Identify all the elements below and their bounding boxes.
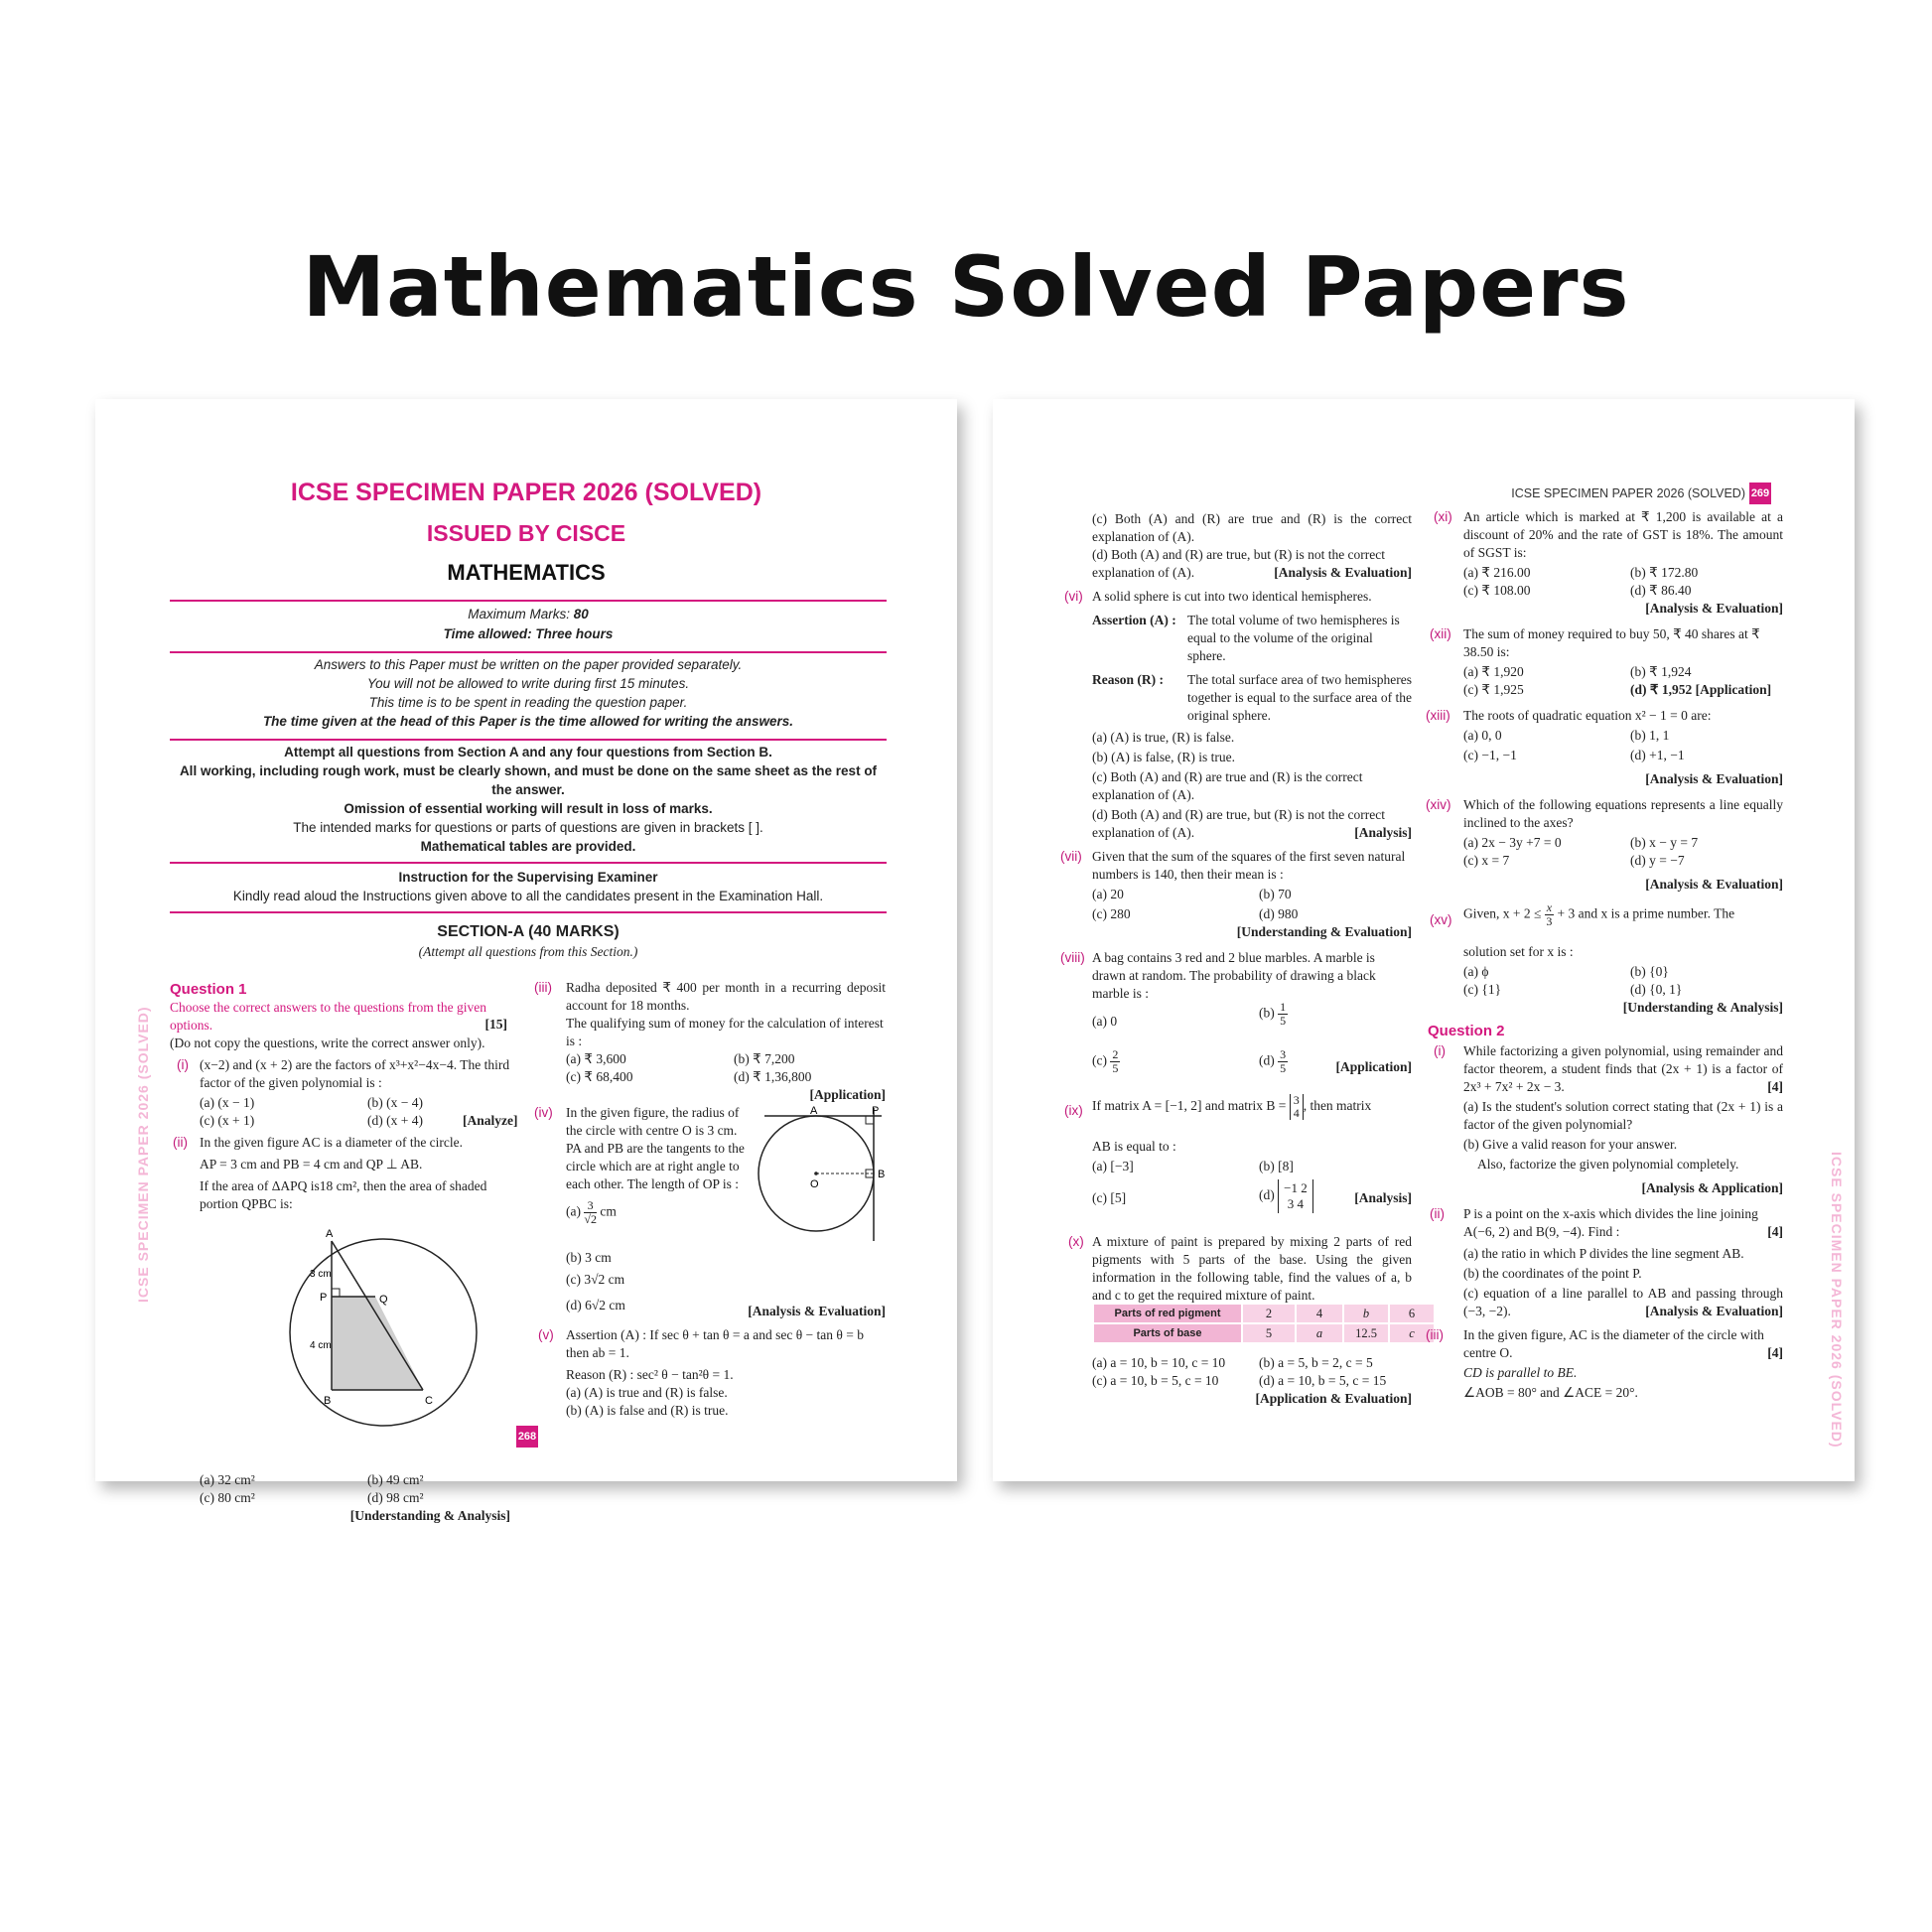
option: (a) (x − 1) <box>200 1095 255 1110</box>
question-tag: [Analysis & Evaluation] <box>1645 771 1783 786</box>
question-tag: [Analysis & Evaluation] <box>1274 565 1412 580</box>
label-ap: 3 cm <box>310 1269 332 1280</box>
question-number: (viii) <box>1060 950 1085 965</box>
option: (d) 980 <box>1259 906 1299 921</box>
question-xiv-text: Which of the following equations represents a line equally inclined to the axes? <box>1463 797 1783 830</box>
question-vi-reason: The total surface area of two hemispheres together is equal to the surface area of the original sphere. <box>1187 672 1412 723</box>
supervisor-block: Instruction for the Supervising Examiner Kindly read aloud the Instructions given above to all the candidates present in the Examination Hall. <box>232 870 824 903</box>
question-xiii-text: The roots of quadratic equation x² − 1 = 0 are: <box>1463 708 1712 723</box>
question-marks: [4] <box>1767 1079 1783 1094</box>
question-tag: [Analyze] <box>463 1113 518 1128</box>
question-number: (xiii) <box>1426 708 1450 723</box>
table-cell: a <box>1296 1323 1343 1343</box>
question-tag: [Understanding & Analysis] <box>349 1508 510 1523</box>
table-cell: b <box>1343 1304 1389 1323</box>
option: (b) a = 5, b = 2, c = 5 <box>1259 1355 1373 1370</box>
page-title: Mathematics Solved Papers <box>302 238 1630 336</box>
option: (b) {0} <box>1630 964 1669 979</box>
option: (d) ₹ 86.40 <box>1630 583 1692 598</box>
question-2ii-part-a: (a) the ratio in which P divides the line segment AB. <box>1463 1246 1744 1261</box>
option: (d) (x + 4) <box>367 1113 423 1128</box>
option: (c) x = 7 <box>1463 853 1510 868</box>
question-number: (ii) <box>1430 1206 1445 1221</box>
option: (a) 2x − 3y +7 = 0 <box>1463 835 1562 850</box>
subject-heading: MATHEMATICS <box>447 560 606 585</box>
option-a: (a) $\frac{3}{√2}$ cm <box>566 1198 617 1226</box>
circle-diagram-iv <box>755 1102 894 1241</box>
option: (c) ₹ 68,400 <box>566 1069 633 1084</box>
option: (b) 1, 1 <box>1630 728 1670 743</box>
option: (b) (x − 4) <box>367 1095 423 1110</box>
option: (a) ₹ 216.00 <box>1463 565 1531 580</box>
table-cell: 2 <box>1242 1304 1296 1323</box>
option: (d) ₹ 1,952 [Application] <box>1630 682 1772 697</box>
option: (b) [8] <box>1259 1159 1294 1173</box>
question-number: (xii) <box>1430 626 1451 641</box>
question-number: (iii) <box>1426 1327 1444 1342</box>
divider <box>170 911 887 913</box>
option: (b) 70 <box>1259 887 1292 901</box>
question-xii-text: The sum of money required to buy 50, ₹ 40 shares at ₹ 38.50 is: <box>1463 626 1760 659</box>
question-1-instruction: Choose the correct answers to the questions from the given options. <box>170 1000 487 1033</box>
question-tag: [Understanding & Evaluation] <box>1236 924 1412 939</box>
question-1-heading: Question 1 <box>170 981 247 998</box>
table-row <box>1093 1304 1435 1323</box>
label-b: B <box>878 1169 886 1180</box>
label-c: C <box>425 1395 433 1407</box>
option: (d) Both (A) and (R) are true, but (R) is not the correct explanation of (A). <box>1092 807 1386 840</box>
question-tag: [Application] <box>809 1087 886 1102</box>
question-2i-part-b: (b) Give a valid reason for your answer. <box>1463 1137 1678 1152</box>
question-2ii-part-b: (b) the coordinates of the point P. <box>1463 1266 1642 1281</box>
question-number: (v) <box>538 1327 554 1342</box>
option: (b) x − y = 7 <box>1630 835 1699 850</box>
option: (d) 6√2 cm <box>566 1298 625 1312</box>
option: (b) ₹ 172.80 <box>1630 565 1699 580</box>
question-iv-text: In the given figure, the radius of the circle with centre O is 3 cm. PA and PB are the tangents to the circle which are at right angle to each other. The length of OP is : <box>566 1105 745 1191</box>
question-1-marks: [15] <box>484 1017 507 1032</box>
question-number: (xiv) <box>1426 797 1451 812</box>
option: (b) 3 cm <box>566 1250 612 1265</box>
option: (a) 32 cm² <box>200 1472 255 1487</box>
max-marks: Maximum Marks: 80 <box>468 607 589 621</box>
option: (c) (x + 1) <box>200 1113 255 1128</box>
option: (d) a = 10, b = 5, c = 15 <box>1259 1373 1387 1388</box>
assertion-label: Assertion (A) : <box>1092 613 1176 627</box>
question-v-reason: Reason (R) : sec² θ − tan²θ = 1. <box>566 1367 734 1382</box>
question-number: (vii) <box>1060 849 1082 864</box>
option: (a) [−3] <box>1092 1159 1134 1173</box>
table-cell: 12.5 <box>1343 1323 1389 1343</box>
option: (d) y = −7 <box>1630 853 1685 868</box>
paper-title: ICSE SPECIMEN PAPER 2026 (SOLVED) <box>290 479 762 506</box>
option: (b) ₹ 7,200 <box>734 1051 795 1066</box>
question-number: (x) <box>1068 1234 1084 1249</box>
option: (c) a = 10, b = 5, c = 10 <box>1092 1373 1219 1388</box>
question-tag: [Analysis] <box>1354 1190 1412 1205</box>
label-p: P <box>320 1292 328 1304</box>
question-viii-text: A bag contains 3 red and 2 blue marbles. A marble is drawn at random. The probability of drawing a black marble is : <box>1092 950 1376 1001</box>
option-c: (c) $\frac{2}{5}$ <box>1092 1047 1119 1075</box>
side-watermark: ICSE SPECIMEN PAPER 2026 (SOLVED) <box>1829 1152 1845 1449</box>
option: (a) (A) is true and (R) is false. <box>566 1385 728 1400</box>
question-ix-text2: AB is equal to : <box>1092 1139 1176 1154</box>
question-ii-line1: In the given figure AC is a diameter of the circle. <box>200 1135 464 1150</box>
option: (a) (A) is true, (R) is false. <box>1092 730 1235 745</box>
table-row <box>1093 1323 1435 1343</box>
option: (c) ₹ 108.00 <box>1463 583 1531 598</box>
label-pb: 4 cm <box>310 1340 332 1351</box>
question-ii-line3: If the area of ΔAPQ is18 cm², then the area of shaded portion QPBC is: <box>200 1178 487 1211</box>
table-cell: Parts of base <box>1093 1323 1242 1343</box>
question-xi-text: An article which is marked at ₹ 1,200 is available at a discount of 20% and the rate of GST is 18%. The amount of SGST is: <box>1463 509 1783 560</box>
question-tag: [Analysis & Evaluation] <box>748 1304 886 1318</box>
question-2ii-part-c: (c) equation of a line parallel to AB and passing through (−3, −2). <box>1463 1286 1783 1318</box>
table-cell: 6 <box>1389 1304 1435 1323</box>
option: (c) 80 cm² <box>200 1490 255 1505</box>
reason-label: Reason (R) : <box>1092 672 1164 687</box>
label-q: Q <box>379 1294 388 1306</box>
option: (b) 49 cm² <box>367 1472 424 1487</box>
time-allowed: Time allowed: Three hours <box>443 626 614 641</box>
option-d: (d) −1 2 3 4 <box>1259 1179 1313 1213</box>
question-vi-assertion: The total volume of two hemispheres is equal to the volume of the original sphere. <box>1187 613 1400 663</box>
table-cell: 4 <box>1296 1304 1343 1323</box>
table-cell: c <box>1389 1323 1435 1343</box>
question-tag: [Understanding & Analysis] <box>1622 1000 1783 1015</box>
option: (c) −1, −1 <box>1463 748 1517 762</box>
option: (c) 3√2 cm <box>566 1272 625 1287</box>
circle-diagram-ii <box>256 1223 514 1461</box>
question-2i-part-a: (a) Is the student's solution correct stating that (2x + 1) is a factor of the given polynomial? <box>1463 1099 1783 1132</box>
option: (b) ₹ 1,924 <box>1630 664 1692 679</box>
question-1-note: (Do not copy the questions, write the correct answer only). <box>170 1035 485 1050</box>
question-xv-text2: solution set for x is : <box>1463 944 1574 959</box>
option: (a) ₹ 1,920 <box>1463 664 1524 679</box>
option-b: (b) $\frac{1}{5}$ <box>1259 1000 1287 1028</box>
option: (c) {1} <box>1463 982 1502 997</box>
option: (a) 0 <box>1092 1014 1118 1029</box>
question-number: (vi) <box>1064 589 1083 604</box>
notice-block: Answers to this Paper must be written on the paper provided separately. You will not be allowed to write during first 15 minutes. This time is to be spent in reading the question paper. The time given at the head of this Paper is the time allowed for writing the answers. <box>262 657 794 729</box>
question-tag: [Application] <box>1335 1059 1412 1074</box>
running-header: ICSE SPECIMEN PAPER 2026 (SOLVED) <box>1511 486 1745 500</box>
page-number: 268 <box>516 1426 538 1448</box>
side-watermark: ICSE SPECIMEN PAPER 2026 (SOLVED) <box>135 1006 151 1303</box>
instructions-block: Attempt all questions from Section A and any four questions from Section B. All working, including rough work, must be clearly shown, and must be done on the same sheet as the rest of the answer. Omission of essential working will result in loss of marks. The intended marks for questions or parts of questions are given in brackets [ ]. Mathematical tables are provided. <box>179 745 878 854</box>
option: (d) +1, −1 <box>1630 748 1685 762</box>
continued-option-c: (c) Both (A) and (R) are true and (R) is the correct explanation of (A). <box>1092 511 1412 544</box>
question-number: (ix) <box>1064 1103 1083 1118</box>
paint-table <box>1092 1303 1436 1344</box>
option: (c) 280 <box>1092 906 1131 921</box>
option: (b) (A) is false and (R) is true. <box>566 1403 729 1418</box>
question-number: (i) <box>1434 1043 1446 1058</box>
question-xv-text: Given, x + 2 ≤ $\frac{x}{3}$ + 3 and x is a prime number. The <box>1463 900 1735 928</box>
option: (a) 0, 0 <box>1463 728 1502 743</box>
question-2i-part-b2: Also, factorize the given polynomial completely. <box>1477 1157 1739 1172</box>
option-d: (d) $\frac{3}{5}$ <box>1259 1047 1287 1075</box>
question-2iii-line3: ∠AOB = 80° and ∠ACE = 20°. <box>1463 1385 1638 1400</box>
option: (b) (A) is false, (R) is true. <box>1092 750 1235 764</box>
paper-subtitle: ISSUED BY CISCE <box>426 520 626 546</box>
question-tag: [Analysis & Evaluation] <box>1645 877 1783 892</box>
question-tag: [Analysis & Evaluation] <box>1645 1304 1783 1318</box>
question-i-text: (x−2) and (x + 2) are the factors of x³+x²−4x−4. The third factor of the given polynomial is : <box>200 1057 510 1090</box>
question-marks: [4] <box>1767 1345 1783 1360</box>
option: (d) ₹ 1,36,800 <box>734 1069 812 1084</box>
question-v-assertion: Assertion (A) : If sec θ + tan θ = a and sec θ − tan θ = b then ab = 1. <box>566 1327 864 1360</box>
option: (a) ϕ <box>1463 964 1489 979</box>
question-tag: [Application & Evaluation] <box>1255 1391 1412 1406</box>
question-iii-text2: The qualifying sum of money for the calculation of interest is : <box>566 1016 884 1048</box>
option: (a) ₹ 3,600 <box>566 1051 626 1066</box>
question-number: (iii) <box>534 980 552 995</box>
option: (d) {0, 1} <box>1630 982 1683 997</box>
label-b: B <box>324 1395 332 1407</box>
question-2ii-text: P is a point on the x-axis which divides the line joining A(−6, 2) and B(9, −4). Find : <box>1463 1206 1758 1239</box>
question-vi-text: A solid sphere is cut into two identical hemispheres. <box>1092 589 1372 604</box>
section-heading: SECTION-A (40 MARKS) <box>437 923 620 940</box>
question-ix-text: If matrix A = [−1, 2] and matrix B = 3 4 , then matrix <box>1092 1093 1372 1120</box>
divider <box>170 600 887 602</box>
question-2i-text: While factorizing a given polynomial, using remainder and factor theorem, a student finds that (2x + 1) is a factor of 2x³ + 7x² + 2x − 3. <box>1463 1043 1783 1094</box>
divider <box>170 739 887 741</box>
question-2-heading: Question 2 <box>1428 1023 1505 1039</box>
question-tag: [Analysis & Evaluation] <box>1645 601 1783 616</box>
question-number: (xi) <box>1434 509 1452 524</box>
table-cell: Parts of red pigment <box>1093 1304 1242 1323</box>
question-tag: [Analysis] <box>1354 825 1412 840</box>
question-marks: [4] <box>1767 1224 1783 1239</box>
left-page <box>95 399 957 1523</box>
question-2iii-text: In the given figure, AC is the diameter of the circle with centre O. <box>1463 1327 1764 1360</box>
question-tag: [Analysis & Application] <box>1641 1180 1783 1195</box>
label-o: O <box>810 1178 819 1190</box>
continued-option-d: (d) Both (A) and (R) are true, but (R) is not the correct explanation of (A). <box>1092 547 1386 580</box>
label-p: P <box>872 1105 880 1117</box>
label-a: A <box>810 1105 818 1117</box>
label-a: A <box>326 1228 334 1240</box>
page-number: 269 <box>1749 483 1771 504</box>
question-2iii-line2: CD is parallel to BE. <box>1463 1365 1578 1380</box>
question-number: (iv) <box>534 1105 553 1120</box>
question-iii-text: Radha deposited ₹ 400 per month in a recurring deposit account for 18 months. <box>566 980 886 1013</box>
option: (a) a = 10, b = 10, c = 10 <box>1092 1355 1226 1370</box>
section-subheading: (Attempt all questions from this Section.) <box>418 944 638 959</box>
question-x-text: A mixture of paint is prepared by mixing 2 parts of red pigments with 5 parts of the base. Using the given information in the following table, find the values of a, b and c to get the required mixture of paint. <box>1092 1234 1412 1303</box>
right-page <box>993 399 1855 1481</box>
divider <box>170 651 887 653</box>
option: (c) Both (A) and (R) are true and (R) is the correct explanation of (A). <box>1092 769 1363 802</box>
question-number: (xv) <box>1430 912 1452 927</box>
question-vii-text: Given that the sum of the squares of the first seven natural numbers is 140, then their mean is : <box>1092 849 1406 882</box>
option: (d) 98 cm² <box>367 1490 424 1505</box>
divider <box>170 862 887 864</box>
table-cell: 5 <box>1242 1323 1296 1343</box>
option: (a) 20 <box>1092 887 1124 901</box>
question-number: (i) <box>177 1057 189 1072</box>
question-ii-line2: AP = 3 cm and PB = 4 cm and QP ⊥ AB. <box>200 1157 423 1172</box>
option: (c) ₹ 1,925 <box>1463 682 1524 697</box>
question-number: (ii) <box>173 1135 188 1150</box>
option: (c) [5] <box>1092 1190 1127 1205</box>
